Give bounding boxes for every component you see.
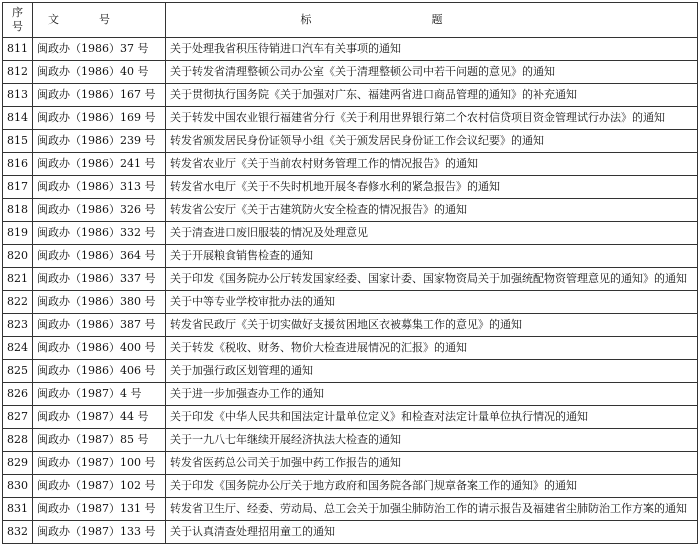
row-docnum: 闽政办（1986）380 号 — [33, 291, 166, 314]
header-row — [3, 3, 698, 38]
row-seq: 825 — [3, 360, 33, 383]
row-docnum: 闽政办（1986）326 号 — [33, 199, 166, 222]
row-docnum: 闽政办（1986）364 号 — [33, 245, 166, 268]
row-docnum: 闽政办（1986）241 号 — [33, 153, 166, 176]
row-title: 关于转发《税收、财务、物价大检查进展情况的汇报》的通知 — [166, 337, 698, 360]
row-title: 关于处理我省积压待销进口汽车有关事项的通知 — [166, 38, 698, 61]
row-docnum: 闽政办（1987）131 号 — [33, 498, 166, 521]
row-docnum: 闽政办（1986）337 号 — [33, 268, 166, 291]
row-seq: 813 — [3, 84, 33, 107]
document-index-table — [2, 2, 698, 544]
table-row — [3, 38, 698, 61]
row-title: 转发省卫生厅、经委、劳动局、总工会关于加强尘肺防治工作的请示报告及福建省尘肺防治工作方案的通知 — [166, 498, 698, 521]
table-row — [3, 199, 698, 222]
table-row — [3, 452, 698, 475]
row-seq: 821 — [3, 268, 33, 291]
row-seq: 816 — [3, 153, 33, 176]
row-docnum: 闽政办（1986）40 号 — [33, 61, 166, 84]
row-docnum: 闽政办（1986）169 号 — [33, 107, 166, 130]
row-title: 转发省农业厅《关于当前农村财务管理工作的情况报告》的通知 — [166, 153, 698, 176]
table-body — [3, 38, 698, 544]
row-title: 关于转发中国农业银行福建省分行《关于利用世界银行第二个农村信贷项目资金管理试行办法》的通知 — [166, 107, 698, 130]
header-title — [166, 3, 698, 38]
header-docnum-label: 文号 — [48, 13, 150, 26]
row-title: 转发省水电厅《关于不失时机地开展冬春修水利的紧急报告》的通知 — [166, 176, 698, 199]
table-row — [3, 245, 698, 268]
row-docnum: 闽政办（1987）44 号 — [33, 406, 166, 429]
table-row — [3, 84, 698, 107]
row-seq: 826 — [3, 383, 33, 406]
row-seq: 822 — [3, 291, 33, 314]
row-seq: 823 — [3, 314, 33, 337]
row-docnum: 闽政办（1987）102 号 — [33, 475, 166, 498]
table-row — [3, 130, 698, 153]
row-title: 转发省医药总公司关于加强中药工作报告的通知 — [166, 452, 698, 475]
table-row — [3, 429, 698, 452]
row-seq: 815 — [3, 130, 33, 153]
row-title: 关于开展粮食销售检查的通知 — [166, 245, 698, 268]
table-row — [3, 107, 698, 130]
row-title: 关于加强行政区划管理的通知 — [166, 360, 698, 383]
row-seq: 824 — [3, 337, 33, 360]
row-docnum: 闽政办（1987）133 号 — [33, 521, 166, 544]
row-docnum: 闽政办（1986）313 号 — [33, 176, 166, 199]
row-title: 关于一九八七年继续开展经济执法大检查的通知 — [166, 429, 698, 452]
row-docnum: 闽政办（1986）387 号 — [33, 314, 166, 337]
table-row — [3, 360, 698, 383]
row-docnum: 闽政办（1987）4 号 — [33, 383, 166, 406]
row-docnum: 闽政办（1986）332 号 — [33, 222, 166, 245]
table-row — [3, 383, 698, 406]
row-seq: 830 — [3, 475, 33, 498]
header-title-label: 标题 — [300, 13, 563, 26]
row-docnum: 闽政办（1986）400 号 — [33, 337, 166, 360]
row-title: 转发省颁发居民身份证领导小组《关于颁发居民身份证工作会议纪要》的通知 — [166, 130, 698, 153]
table-row — [3, 291, 698, 314]
table-row — [3, 61, 698, 84]
table-row — [3, 475, 698, 498]
row-title: 关于印发《国务院办公厅关于地方政府和国务院各部门规章备案工作的通知》的通知 — [166, 475, 698, 498]
row-title: 关于认真清查处理招用童工的通知 — [166, 521, 698, 544]
table-row — [3, 268, 698, 291]
table-header — [3, 3, 698, 38]
table-row — [3, 337, 698, 360]
table-row — [3, 153, 698, 176]
row-seq: 827 — [3, 406, 33, 429]
row-title: 转发省公安厅《关于古建筑防火安全检查的情况报告》的通知 — [166, 199, 698, 222]
header-seq — [3, 3, 33, 38]
table-row — [3, 314, 698, 337]
row-title: 关于进一步加强查办工作的通知 — [166, 383, 698, 406]
table-row — [3, 222, 698, 245]
row-seq: 811 — [3, 38, 33, 61]
row-docnum: 闽政办（1986）406 号 — [33, 360, 166, 383]
row-seq: 828 — [3, 429, 33, 452]
row-title: 关于印发《国务院办公厅转发国家经委、国家计委、国家物资局关于加强统配物资管理意见的通知》的通知 — [166, 268, 698, 291]
row-docnum: 闽政办（1987）85 号 — [33, 429, 166, 452]
row-seq: 819 — [3, 222, 33, 245]
document-sheet — [2, 2, 697, 538]
row-title: 转发省民政厅《关于切实做好支援贫困地区衣被募集工作的意见》的通知 — [166, 314, 698, 337]
row-seq: 829 — [3, 452, 33, 475]
table-row — [3, 176, 698, 199]
row-title: 关于清查进口废旧服装的情况及处理意见 — [166, 222, 698, 245]
table-row — [3, 406, 698, 429]
table-row — [3, 521, 698, 544]
header-seq-line2: 号 — [12, 20, 23, 33]
row-title: 关于转发省清理整顿公司办公室《关于清理整顿公司中若干问题的意见》的通知 — [166, 61, 698, 84]
row-seq: 832 — [3, 521, 33, 544]
table-row — [3, 498, 698, 521]
row-seq: 817 — [3, 176, 33, 199]
row-title: 关于印发《中华人民共和国法定计量单位定义》和检查对法定计量单位执行情况的通知 — [166, 406, 698, 429]
header-seq-line1: 序 — [12, 6, 23, 19]
row-seq: 812 — [3, 61, 33, 84]
row-title: 关于贯彻执行国务院《关于加强对广东、福建两省进口商品管理的通知》的补充通知 — [166, 84, 698, 107]
row-docnum: 闽政办（1987）100 号 — [33, 452, 166, 475]
row-docnum: 闽政办（1986）167 号 — [33, 84, 166, 107]
row-seq: 814 — [3, 107, 33, 130]
header-docnum — [33, 3, 166, 38]
row-title: 关于中等专业学校审批办法的通知 — [166, 291, 698, 314]
row-docnum: 闽政办（1986）239 号 — [33, 130, 166, 153]
row-docnum: 闽政办（1986）37 号 — [33, 38, 166, 61]
row-seq: 831 — [3, 498, 33, 521]
row-seq: 820 — [3, 245, 33, 268]
row-seq: 818 — [3, 199, 33, 222]
